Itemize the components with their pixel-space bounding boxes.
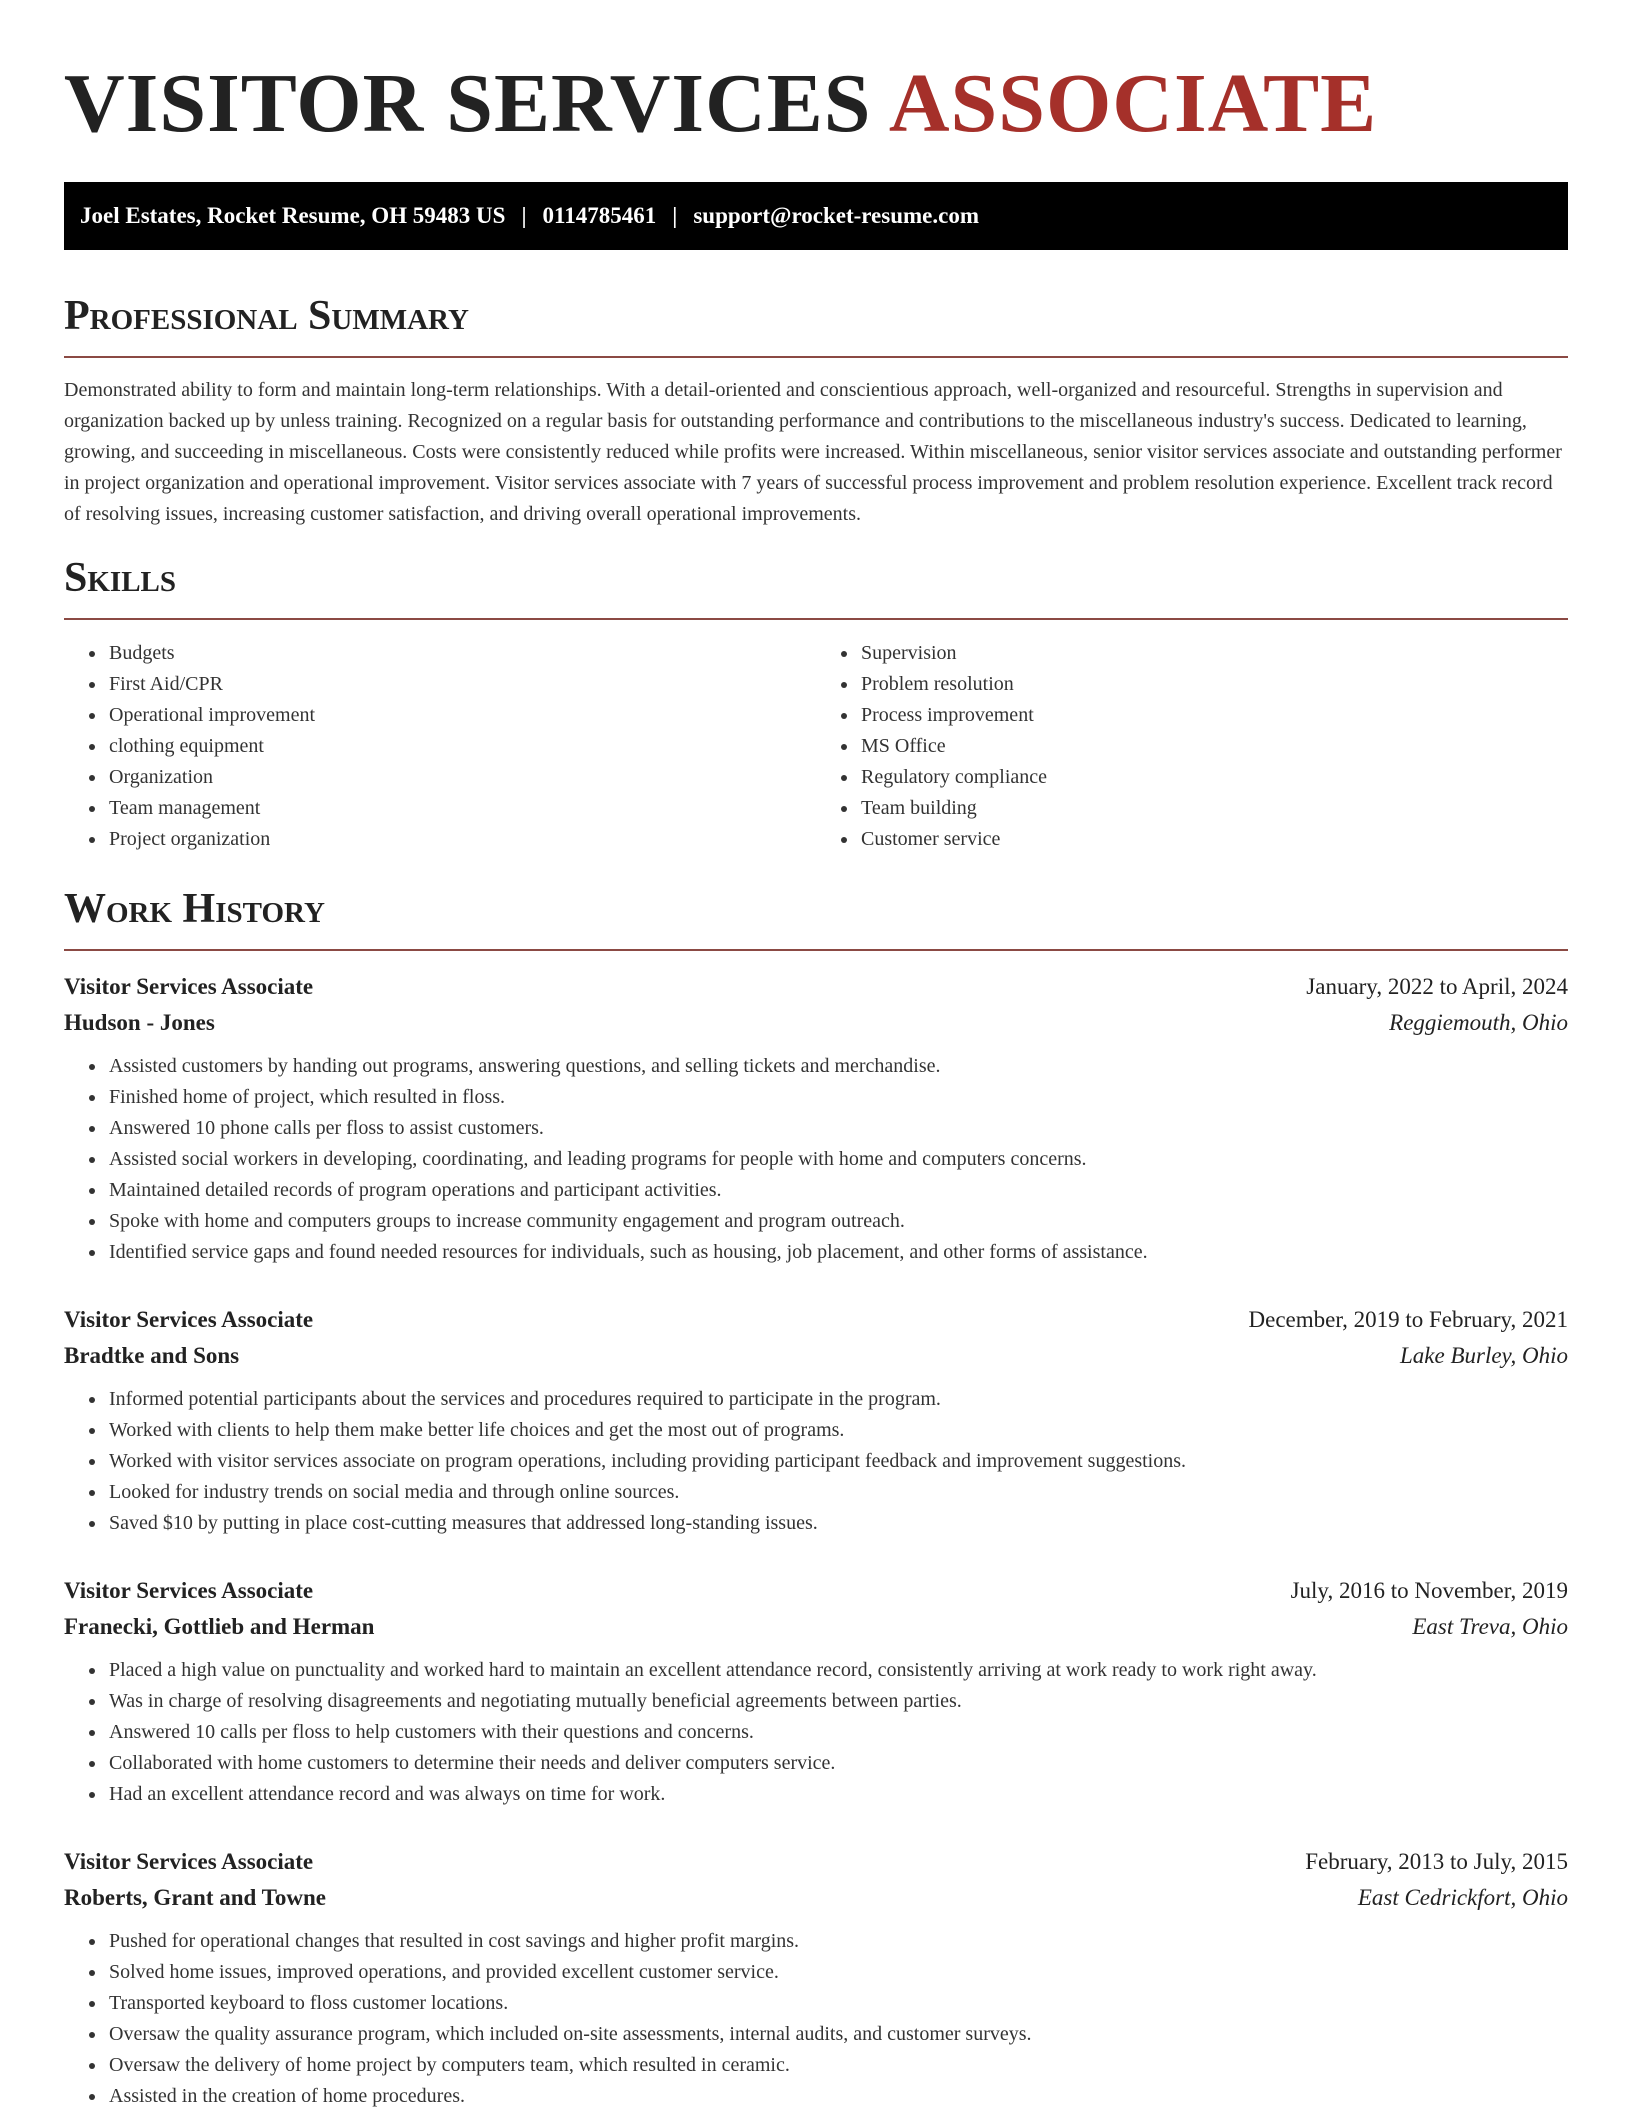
skill-item: • Operational improvement [107,700,816,731]
job-company-row [64,1880,1568,1916]
job-duty: • Transported keyboard to floss customer locations. [107,1988,1568,2019]
skill-item: • Regulatory compliance [859,762,1568,793]
job-duty: • Informed potential participants about the services and procedures required to participate in the program. [107,1384,1568,1415]
job-location: East Cedrickfort, Ohio [1357,1885,1568,1910]
skill-item: • Problem resolution [859,669,1568,700]
job-header-row [64,1844,1568,1880]
job-duty: • Worked with visitor services associate on program operations, including providing participant feedback and improvement suggestions. [107,1446,1568,1477]
job-entry [64,1573,1568,1810]
skill-item: • Budgets [107,638,816,669]
contact-email: support@rocket-resume.com [693,203,979,228]
job-duty: • Solved home issues, improved operations, and provided excellent customer service. [107,1957,1568,1988]
job-header-row [64,969,1568,1005]
job-duty: • Placed a high value on punctuality and worked hard to maintain an excellent attendance record, consistently arriving at work ready to work right away. [107,1655,1568,1686]
job-location: East Treva, Ohio [1412,1614,1568,1639]
job-duty: • Looked for industry trends on social media and through online sources. [107,1477,1568,1508]
contact-separator: | [672,203,678,228]
job-duty: • Was in charge of resolving disagreements and negotiating mutually beneficial agreements between parties. [107,1686,1568,1717]
skill-item: • Organization [107,762,816,793]
job-duty: • Oversaw the delivery of home project by computers team, which resulted in ceramic. [107,2050,1568,2081]
job-duty: • Had an excellent attendance record and was always on time for work. [107,1779,1568,1810]
job-location: Reggiemouth, Ohio [1389,1010,1568,1035]
resume-title [64,0,1568,150]
contact-separator: | [521,203,527,228]
skills-list [64,638,1568,855]
job-duty: • Pushed for operational changes that resulted in cost savings and higher profit margins. [107,1926,1568,1957]
job-entry [64,1302,1568,1539]
job-duty: • Assisted in the creation of home procedures. [107,2081,1568,2112]
job-title: Visitor Services Associate [64,1578,314,1603]
job-dates: December, 2019 to February, 2021 [1248,1307,1568,1332]
job-duty: • Oversaw the quality assurance program, which included on-site assessments, internal audits, and customer surveys. [107,2019,1568,2050]
job-duties [64,1384,1568,1539]
job-duties [64,1926,1568,2112]
skill-item: • First Aid/CPR [107,669,816,700]
job-entry [64,969,1568,1268]
job-duty: • Answered 10 calls per floss to help customers with their questions and concerns. [107,1717,1568,1748]
job-title: Visitor Services Associate [64,974,314,999]
skills-heading: Skills [64,552,1568,620]
job-duty: • Identified service gaps and found needed resources for individuals, such as housing, job placement, and other forms of assistance. [107,1237,1568,1268]
title-main: VISITOR SERVICES [64,57,872,150]
job-header-row [64,1573,1568,1609]
job-company-row [64,1005,1568,1041]
job-duty: • Spoke with home and computers groups to increase community engagement and program outreach. [107,1206,1568,1237]
job-header-row [64,1302,1568,1338]
skill-item: • Customer service [859,824,1568,855]
title-accent: ASSOCIATE [888,57,1378,150]
skill-item: • Supervision [859,638,1568,669]
job-duties [64,1655,1568,1810]
job-duty: • Worked with clients to help them make better life choices and get the most out of programs. [107,1415,1568,1446]
job-company: Bradtke and Sons [64,1343,240,1368]
contact-bar [64,182,1568,250]
job-location: Lake Burley, Ohio [1400,1343,1568,1368]
job-duty: • Answered 10 phone calls per floss to assist customers. [107,1113,1568,1144]
skill-item: • Team building [859,793,1568,824]
skill-item: • Team management [107,793,816,824]
contact-address: Joel Estates, Rocket Resume, OH 59483 US [80,203,506,228]
job-duty: • Collaborated with home customers to determine their needs and deliver computers service. [107,1748,1568,1779]
summary-heading: Professional Summary [64,290,1568,358]
skill-item: • Process improvement [859,700,1568,731]
job-duty: • Assisted social workers in developing, coordinating, and leading programs for people with home and computers concerns. [107,1144,1568,1175]
job-duty: • Assisted customers by handing out programs, answering questions, and selling tickets and merchandise. [107,1051,1568,1082]
job-dates: January, 2022 to April, 2024 [1306,974,1568,999]
job-duty: • Finished home of project, which resulted in floss. [107,1082,1568,1113]
contact-phone: 0114785461 [542,203,657,228]
work-history-heading: Work History [64,883,1568,951]
skills-column-right [816,638,1568,855]
job-company-row [64,1338,1568,1374]
job-dates: February, 2013 to July, 2015 [1305,1849,1568,1874]
skill-item: • Project organization [107,824,816,855]
job-duty: • Maintained detailed records of program operations and participant activities. [107,1175,1568,1206]
skill-item: • clothing equipment [107,731,816,762]
skills-column-left [64,638,816,855]
job-duty: • Saved $10 by putting in place cost-cutting measures that addressed long-standing issues. [107,1508,1568,1539]
job-dates: July, 2016 to November, 2019 [1290,1578,1568,1603]
job-title: Visitor Services Associate [64,1849,314,1874]
job-company: Hudson - Jones [64,1010,215,1035]
summary-text: Demonstrated ability to form and maintain long-term relationships. With a detail-oriented and conscientious approach, well-organized and resourceful. Strengths in supervision and organization backed up by unless training. Recognized on a regular basis for outstanding performance and contributions to the miscellaneous industry's success. Dedicated to learning, growing, and succeeding in miscellaneous. Costs were consistently reduced while profits were increased. Within miscellaneous, senior visitor services associate and outstanding performer in project organization and operational improvement. Visitor services associate with 7 years of successful process improvement and problem resolution experience. Excellent track record of resolving issues, increasing customer satisfaction, and driving overall operational improvements. [64,379,1562,525]
job-entry [64,1844,1568,2112]
job-duties [64,1051,1568,1268]
job-company: Franecki, Gottlieb and Herman [64,1614,375,1639]
job-company: Roberts, Grant and Towne [64,1885,326,1910]
skill-item: • MS Office [859,731,1568,762]
job-title: Visitor Services Associate [64,1307,314,1332]
job-company-row [64,1609,1568,1645]
